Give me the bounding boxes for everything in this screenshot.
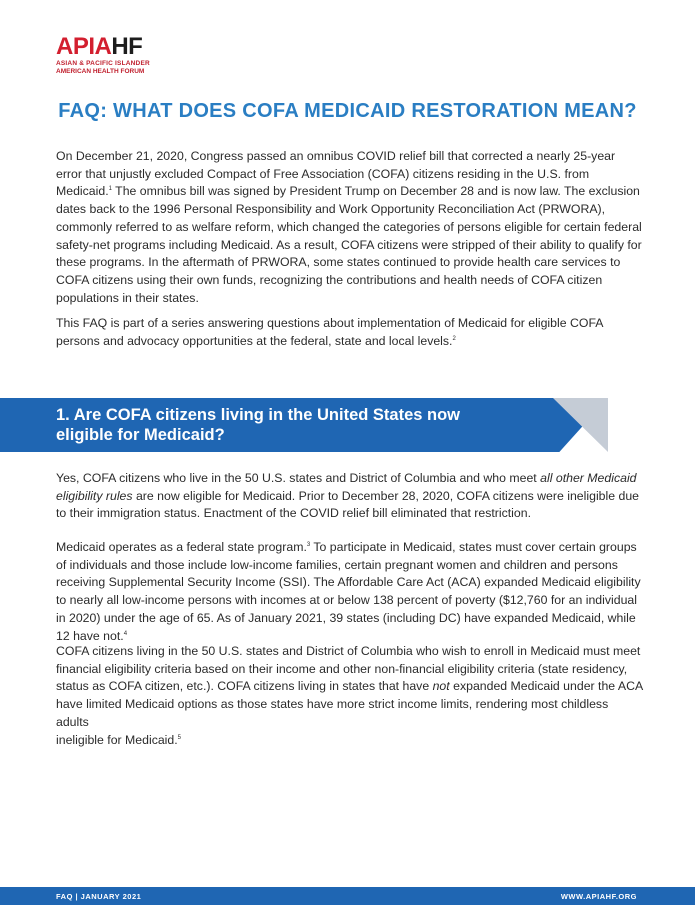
answer-paragraph-2: Medicaid operates as a federal state program.$^3$ To participate in Medicaid, states must cover certain groups of individuals and those include low-income families, certain pregnant women and children and persons receiving Supplemental Security Income (SSI). The Affordable Care Act (ACA) expanded Medicaid eligibility to nearly all low-income persons with incomes at or below 138 percent of poverty ($12,760 for an individual in 2020) under the age of 65. As of January 2021, 39 states (including DC) have expanded Medicaid, while 12 have not.$^4$: [56, 540, 641, 643]
answer-paragraph-3: COFA citizens living in the 50 U.S. states and District of Columbia who wish to enroll in Medicaid must meet financial eligibility criteria based on their income and other non-financial eligibility criteria (state residency, status as COFA citizen, etc.). COFA citizens living in states that have not expanded Medicaid under the ACA have limited Medicaid options as those states have more strict income limits, rendering most childless adults ineligible for Medicaid.$^5$: [56, 644, 643, 747]
page-title: FAQ: WHAT DOES COFA MEDICAID RESTORATION MEAN?: [58, 100, 637, 122]
apiahf-logo: [56, 35, 176, 75]
logo-subtitle-line1: ASIAN & PACIFIC ISLANDER: [56, 60, 150, 67]
logo-wordmark: APIAHF: [56, 33, 143, 60]
section-1-heading: 1. Are COFA citizens living in the United States now eligible for Medicaid?: [56, 406, 461, 444]
footer-website-link[interactable]: WWW.APIAHF.ORG: [560, 892, 637, 901]
logo-subtitle-line2: AMERICAN HEALTH FORUM: [56, 67, 145, 75]
answer-paragraph-1: Yes, COFA citizens who live in the 50 U.S. states and District of Columbia and who meet all other Medicaid eligibility rules are now eligible for Medicaid. Prior to December 28, 2020, COFA citizens were ineligible due to their immigration status. Enactment of the COVID relief bill eliminated that restriction.: [56, 471, 640, 521]
intro-paragraph-1: On December 21, 2020, Congress passed an omnibus COVID relief bill that corrected a nearly 25-year error that unjustly excluded Compact of Free Association (COFA) citizens residing in the U.S. from Medicaid.$^1$ The omnibus bill was signed by President Trump on December 28 and is now law. The exclusion dates back to the 1996 Personal Responsibility and Work Opportunity Reconciliation Act (PRWORA), commonly referred to as welfare reform, which changed the categories of persons eligible for certain federal safety-net programs including Medicaid. As a result, COFA citizens were stripped of their ability to qualify for these programs. In the aftermath of PRWORA, some states continued to provide health care services to COFA citizens using their own funds, recognizing the contributions and health needs of COFA citizen populations in their states.: [56, 149, 642, 305]
intro-paragraph-2: This FAQ is part of a series answering questions about implementation of Medicaid for eligible COFA persons and advocacy opportunities at the federal, state and local levels.$^2$: [56, 316, 603, 348]
footer-date: FAQ | JANUARY 2021: [56, 892, 142, 901]
